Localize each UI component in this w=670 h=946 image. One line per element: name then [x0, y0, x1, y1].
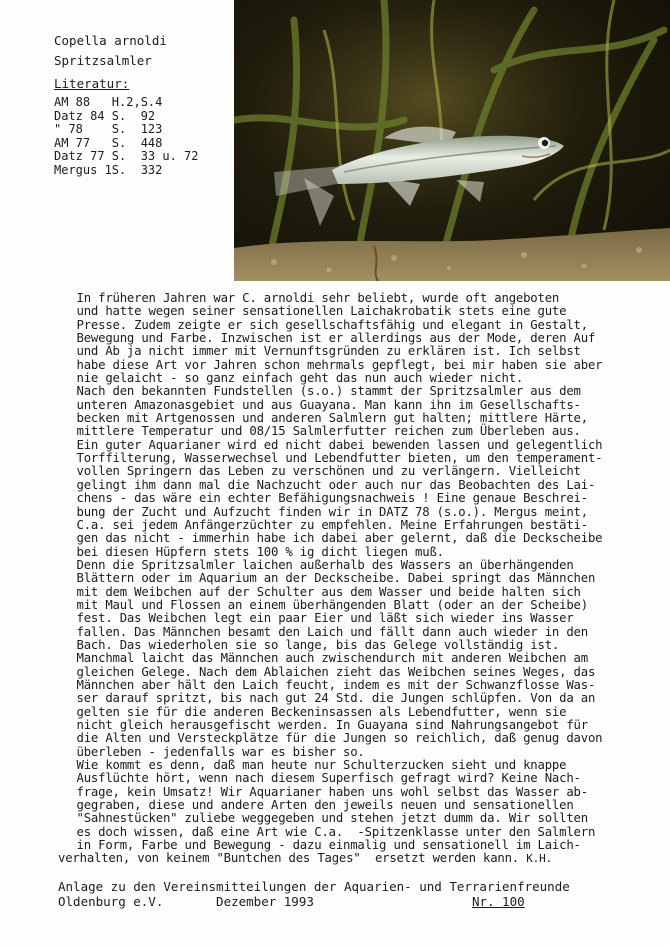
- paragraph: [58, 385, 658, 558]
- paragraph: [58, 292, 658, 385]
- species-header: [54, 31, 167, 71]
- text-line: becken mit Artgenossen und anderen Salmlern gut halten; mittlere Härte,: [76, 411, 588, 426]
- literature-list: [54, 96, 199, 178]
- text-line: In früheren Jahren war C. arnoldi sehr beliebt, wurde oft angeboten: [76, 291, 560, 305]
- paragraph: [58, 559, 658, 759]
- text-line: unteren Amazonasgebiet und aus Guayana. Man kann ihn im Gesellschafts-: [76, 397, 581, 412]
- text-line: vollen Springern das Leben zu verschönen und zu verlängern. Vielleicht: [76, 464, 581, 479]
- text-line: gelten sie für die anderen Beckeninsassen als Lebendfutter, wenn sie: [76, 704, 567, 719]
- ref-source: " 78: [54, 122, 83, 137]
- fish-photo: [234, 0, 670, 281]
- text-line: fest. Das Weibchen legt ein paar Eier und läßt sich wieder ins Wasser: [76, 611, 574, 626]
- text-line: Bewegung und Farbe. Inzwischen ist er allerdings aus der Mode, deren Auf: [76, 331, 596, 346]
- text-line: gelingt ihm dann mal die Nachzucht oder auch nur das Beobachten des Lai-: [76, 477, 596, 492]
- footer-date: Dezember 1993: [216, 893, 314, 909]
- text-line: C.a. sei jedem Anfängerzüchter zu empfehlen. Meine Erfahrungen bestäti-: [76, 517, 588, 532]
- text-line: gleichen Gelege. Nach dem Ablaichen zieht das Weibchen seines Weges, das: [76, 664, 596, 679]
- ref-source: AM 88: [54, 95, 91, 109]
- footer-org: Oldenburg e.V.: [58, 893, 164, 909]
- text-line: Torffilterung, Wasserwechsel und Lebendfutter bieten, um den temperament-: [76, 451, 603, 466]
- ref-page: 332: [140, 162, 163, 177]
- text-line: chens - das wäre ein echter Befähigungsnachweis ! Eine genaue Beschrei-: [76, 491, 588, 506]
- text-line: habe diese Art vor Jahren schon mehrmals gepflegt, bei mir haben sie aber: [76, 357, 603, 372]
- text-line: und hatte wegen seiner sensationellen Laichakrobatik stets eine gute: [76, 304, 567, 319]
- text-line: bei diesen Hüpfern stets 100 % ig dicht liegen muß.: [76, 544, 444, 559]
- text-line: mittlere Temperatur und 08/15 Salmlerfutter reichen zum Überleben aus.: [76, 424, 581, 439]
- footer: [58, 880, 570, 909]
- text-line: Bach. Das wiederholen sie so lange, bis das Gelege vollständig ist.: [76, 637, 560, 652]
- ref-issue: H.2,: [111, 95, 141, 109]
- text-line: Ausflüchte hört, wenn nach diesem Superfisch gefragt wird? Keine Nach-: [76, 771, 581, 786]
- text-line: mit dem Weibchen auf der Schulter aus dem Wasser und beide halten sich: [76, 584, 581, 599]
- literature-ref: [54, 110, 199, 124]
- text-line: Manchmal laicht das Männchen auch zwischendurch mit anderen Weibchen am: [76, 651, 588, 666]
- text-line: frage, kein Umsatz! Wir Aquarianer haben uns wohl selbst das Wasser ab-: [76, 784, 588, 799]
- text-line: die Alten und Versteckplätze für die Jungen so reichlich, daß genug davon: [76, 731, 603, 746]
- text-line: Blättern oder im Aquarium an der Deckscheibe. Dabei springt das Männchen: [76, 571, 596, 586]
- footer-line-1: Anlage zu den Vereinsmitteilungen der Aquarien- und Terrarienfreunde: [58, 879, 570, 894]
- text-line: gen das nicht - immerhin habe ich dabei aber gelernt, daß die Deckscheibe: [76, 531, 603, 546]
- ref-page: 33 u. 72: [140, 149, 199, 164]
- literature-ref: [54, 137, 199, 151]
- ref-issue: S.: [111, 122, 127, 137]
- text-line: nicht gleich herausgefischt werden. In Guayana sind Nahrungsangebot für: [76, 718, 588, 732]
- footer-issue: Nr. 100: [471, 893, 525, 909]
- paragraph: [58, 759, 658, 866]
- text-line: "Sahnestücken" zuliebe weggegeben und stehen jetzt dumm da. Wir sollten: [76, 811, 588, 826]
- text-line: Wie kommt es denn, daß man heute nur Schulterzucken sieht und knappe: [76, 758, 567, 773]
- text-line: gegraben, diese und andere Arten den jeweils neuen und sensationellen: [76, 798, 574, 813]
- scientific-name: Copella arnoldi: [54, 33, 167, 48]
- ref-source: Mergus 1: [54, 162, 112, 177]
- ref-page: 123: [140, 122, 163, 137]
- text-line: in Form, Farbe und Bewegung - dazu einmalig und sensationell im Laich-: [76, 838, 581, 853]
- text-line: mit Maul und Flossen an einem überhängenden Blatt (oder an der Scheibe): [76, 597, 588, 612]
- text-line: Denn die Spritzsalmler laichen außerhalb des Wassers an überhängenden: [76, 557, 574, 572]
- text-line: Presse. Zudem zeigte er sich gesellschaftsfähig und elegant in Gestalt,: [76, 317, 588, 332]
- ref-issue: S.: [111, 149, 127, 164]
- literature-ref: [54, 150, 199, 164]
- text-line: Ein guter Aquarianer wird ed nicht dabei bewenden lassen und gelegentlich: [76, 437, 603, 452]
- ref-issue: S.: [111, 162, 127, 177]
- literature-heading: Literatur:: [54, 76, 130, 91]
- text-line: ser darauf spritzt, bis nach gut 24 Std. die Jungen schlüpfen. Von da an: [76, 691, 596, 706]
- ref-source: Datz 84: [54, 108, 105, 123]
- article-body: [58, 292, 658, 866]
- ref-issue: S.: [111, 108, 127, 123]
- ref-page: 448: [140, 135, 163, 150]
- text-line: überleben - jedenfalls war es bisher so.: [76, 744, 365, 759]
- literature-ref: [54, 164, 199, 178]
- text-line: nie gelaicht - so ganz einfach geht das nun auch wieder nicht.: [76, 371, 524, 386]
- ref-page: 92: [140, 108, 156, 123]
- literature-ref: [54, 123, 199, 137]
- text-line: Männchen aber hält den Laich feucht, indem es mit der Schwanzflosse Was-: [76, 677, 596, 692]
- text-line: und Ab ja nicht immer mit Vernunftsgründen zu erklären ist. Ich selbst: [76, 344, 581, 359]
- text-line: fallen. Das Männchen besamt den Laich und fällt dann auch wieder in den: [76, 624, 588, 639]
- text-line: Nach den bekannten Fundstellen (s.o.) stammt der Spritzsalmler aus dem: [76, 384, 581, 399]
- text-line: verhalten, von keinem "Buntchen des Tages" ersetzt werden kann.: [58, 851, 520, 866]
- common-name: Spritzsalmler: [54, 53, 152, 68]
- author-initials: K.H.: [526, 852, 552, 866]
- text-line: bung der Zucht und Aufzucht finden wir in DATZ 78 (s.o.). Mergus meint,: [76, 504, 588, 519]
- ref-page: S.4: [140, 95, 163, 109]
- ref-source: AM 77: [54, 135, 91, 150]
- ref-issue: S.: [111, 135, 127, 150]
- literature-ref: [54, 96, 199, 110]
- text-line: es doch wissen, daß eine Art wie C.a. -Spitzenklasse unter den Salmlern: [76, 824, 596, 839]
- ref-source: Datz 77: [54, 149, 105, 164]
